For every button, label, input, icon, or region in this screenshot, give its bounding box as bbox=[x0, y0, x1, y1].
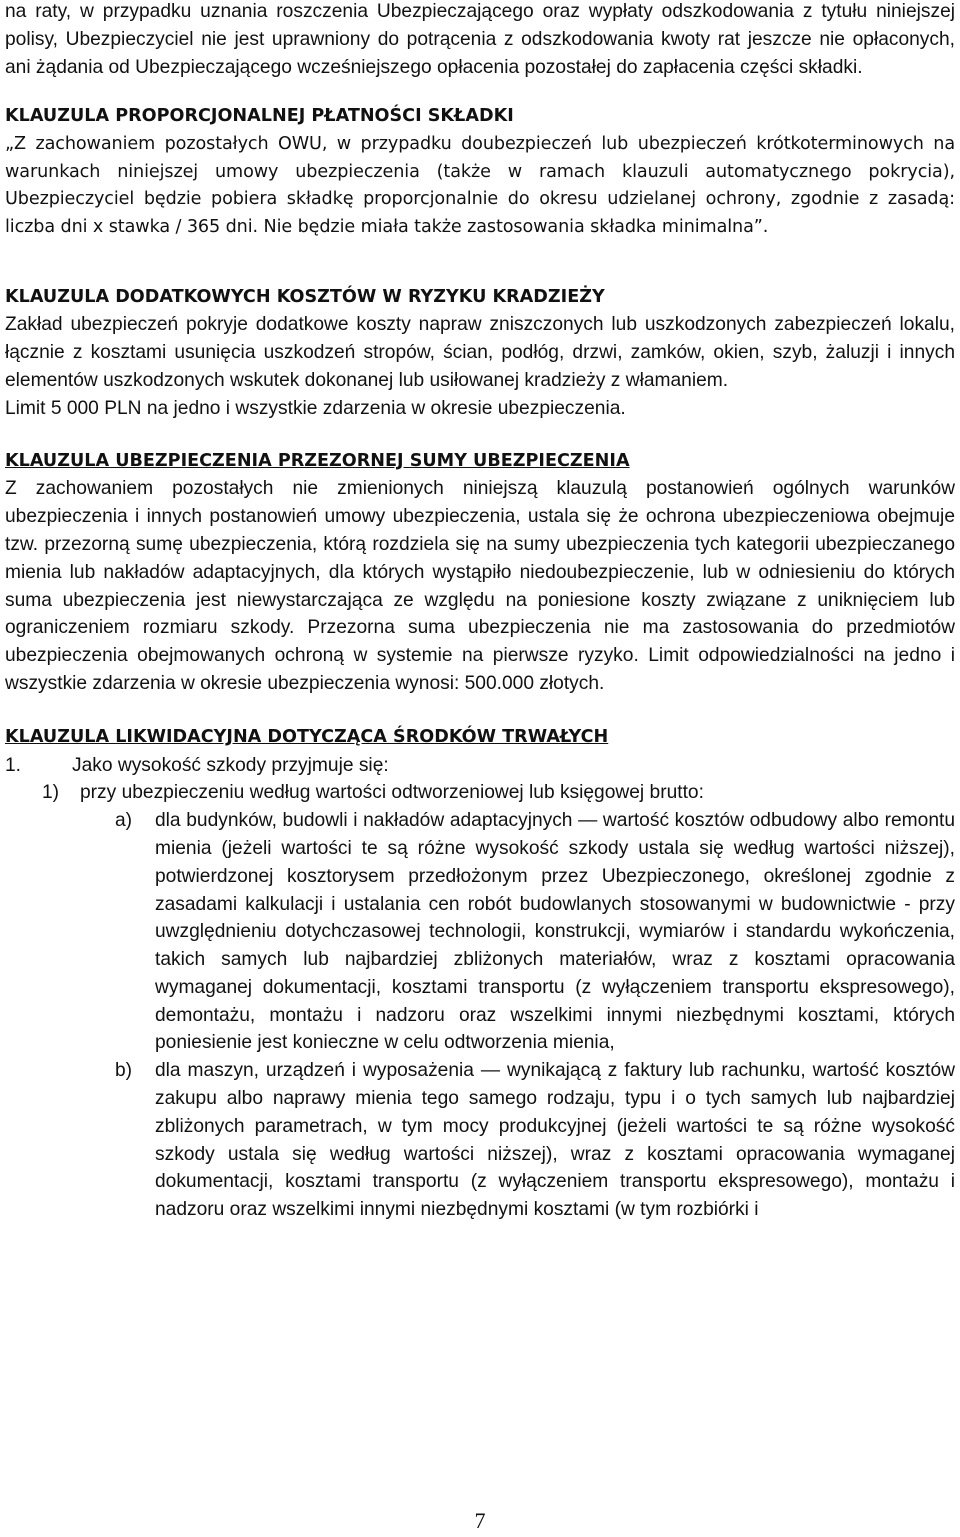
list-text: dla maszyn, urządzeń i wyposażenia — wynikającą z faktury lub rachunku, wartość kosztów zakupu albo naprawy mienia tego samego rodzaju, typu i o tych samych lub najbardziej zbliżonych parametrach, w tym mocy produkcyjnej (jeżeli wartości te są różne wysokość szkody ustala się według wartości niższej), wraz z kosztami opracowania wymaganej dokumentacji, kosztami transportu (z wyłączeniem transportu ekspresowego), montażu i nadzoru oraz wszelkimi innymi niezbędnymi kosztami (w tym rozbiórki i bbox=[155, 1060, 955, 1221]
intro-paragraph: na raty, w przypadku uznania roszczenia Ubezpieczającego oraz wypłaty odszkodowania z tytułu niniejszej polisy, Ubezpieczyciel nie jest uprawniony do potrącenia z odszkodowania kwoty rat jeszcze nie opłaconych, ani żądania od Ubezpieczającego wcześniejszego opłacenia pozostałej do zapłacenia części składki. bbox=[5, 1, 955, 78]
list-letter: a) bbox=[115, 810, 133, 832]
heading-liquidation: KLAUZULA LIKWIDACYJNA DOTYCZĄCA ŚRODKÓW TRWAŁYCH bbox=[5, 726, 609, 747]
list-text: dla budynków, budowli i nakładów adaptacyjnych — wartość kosztów odbudowy albo remontu mienia (jeżeli wartości te są różne wysokość szkody ustala się według wartości niższej), potwierdzonej kosztorysem przedłożonym przez Ubezpieczonego, określonej zgodnie z zasadami kalkulacji i ustalania cen robót budowlanych stosowanymi w budownictwie - przy uwzględnieniu dotychczasowej technologii, konstrukcji, wymiarów i standardu wykończenia, takich samych lub najbardziej zbliżonych materiałów, wraz z kosztami opracowania wymaganej dokumentacji, kosztami transportu (z wyłączeniem transportu ekspresowego), demontażu, montażu i nadzoru oraz wszelkimi innymi niezbędnymi kosztami, których poniesienie jest konieczne w celu odtworzenia mienia, bbox=[155, 810, 955, 1054]
page-number: 7 bbox=[474, 1508, 486, 1533]
list-subitem-a bbox=[5, 807, 955, 1057]
heading-proportional-premium: KLAUZULA PROPORCJONALNEJ PŁATNOŚCI SKŁADKI bbox=[5, 106, 514, 127]
paragraph-theft-costs: Zakład ubezpieczeń pokryje dodatkowe koszty napraw zniszczonych lub uszkodzonych zabezpieczeń lokalu, łącznie z kosztami usunięcia uszkodzeń stropów, ścian, podłóg, drzwi, zamków, okien, szyb, żaluzji i innych elementów uszkodzonych wskutek dokonanej lub usiłowanej kradzieży z włamaniem. bbox=[5, 314, 955, 391]
list-subitem-b bbox=[5, 1057, 955, 1224]
list-item-1 bbox=[5, 752, 955, 780]
list-number: 1) bbox=[42, 782, 60, 804]
document-page bbox=[5, 0, 955, 1224]
list-subitem-1 bbox=[5, 779, 955, 807]
heading-sum-insured: KLAUZULA UBEZPIECZENIA PRZEZORNEJ SUMY UBEZPIECZENIA bbox=[5, 450, 630, 471]
list-number: 1. bbox=[5, 754, 22, 776]
paragraph-proportional-premium: „Z zachowaniem pozostałych OWU, w przypadku doubezpieczeń lub ubezpieczeń krótkoterminowych na warunkach niniejszej umowy ubezpieczenia (także w ramach klauzuli automatycznego pokrycia), Ubezpieczyciel będzie pobiera składkę proporcjonalnie do okresu udzielanej ochrony, zgodnie z zasadą: liczba dni x stawka / 365 dni. Nie będzie miała także zastosowania składka minimalna”. bbox=[5, 134, 955, 237]
paragraph-theft-limit: Limit 5 000 PLN na jedno i wszystkie zdarzenia w okresie ubezpieczenia. bbox=[5, 397, 626, 419]
list-text: Jako wysokość szkody przyjmuje się: bbox=[72, 754, 389, 776]
heading-theft-costs: KLAUZULA DODATKOWYCH KOSZTÓW W RYZYKU KRADZIEŻY bbox=[5, 286, 605, 307]
list-text: przy ubezpieczeniu według wartości odtworzeniowej lub księgowej brutto: bbox=[80, 782, 704, 804]
list-letter: b) bbox=[115, 1060, 133, 1082]
paragraph-sum-insured: Z zachowaniem pozostałych nie zmienionych niniejszą klauzulą postanowień ogólnych warunków ubezpieczenia i innych postanowień umowy ubezpieczenia, ustala się że ochrona ubezpieczeniowa obejmuje tzw. przezorną sumę ubezpieczenia, którą rozdziela się na sumy ubezpieczenia tych kategorii ubezpieczanego mienia lub nakładów adaptacyjnych, dla których wystąpiło niedoubezpieczenie, lub w odniesieniu do których suma ubezpieczenia jest niewystarczająca ze względu na poniesione koszty związane z uniknięciem lub ograniczeniem rozmiaru szkody. Przezorna suma ubezpieczenia nie ma zastosowania do przedmiotów ubezpieczenia obejmowanych ochroną w systemie na pierwsze ryzyko. Limit odpowiedzialności na jedno i wszystkie zdarzenia w okresie ubezpieczenia wynosi: 500.000 złotych. bbox=[5, 478, 955, 694]
